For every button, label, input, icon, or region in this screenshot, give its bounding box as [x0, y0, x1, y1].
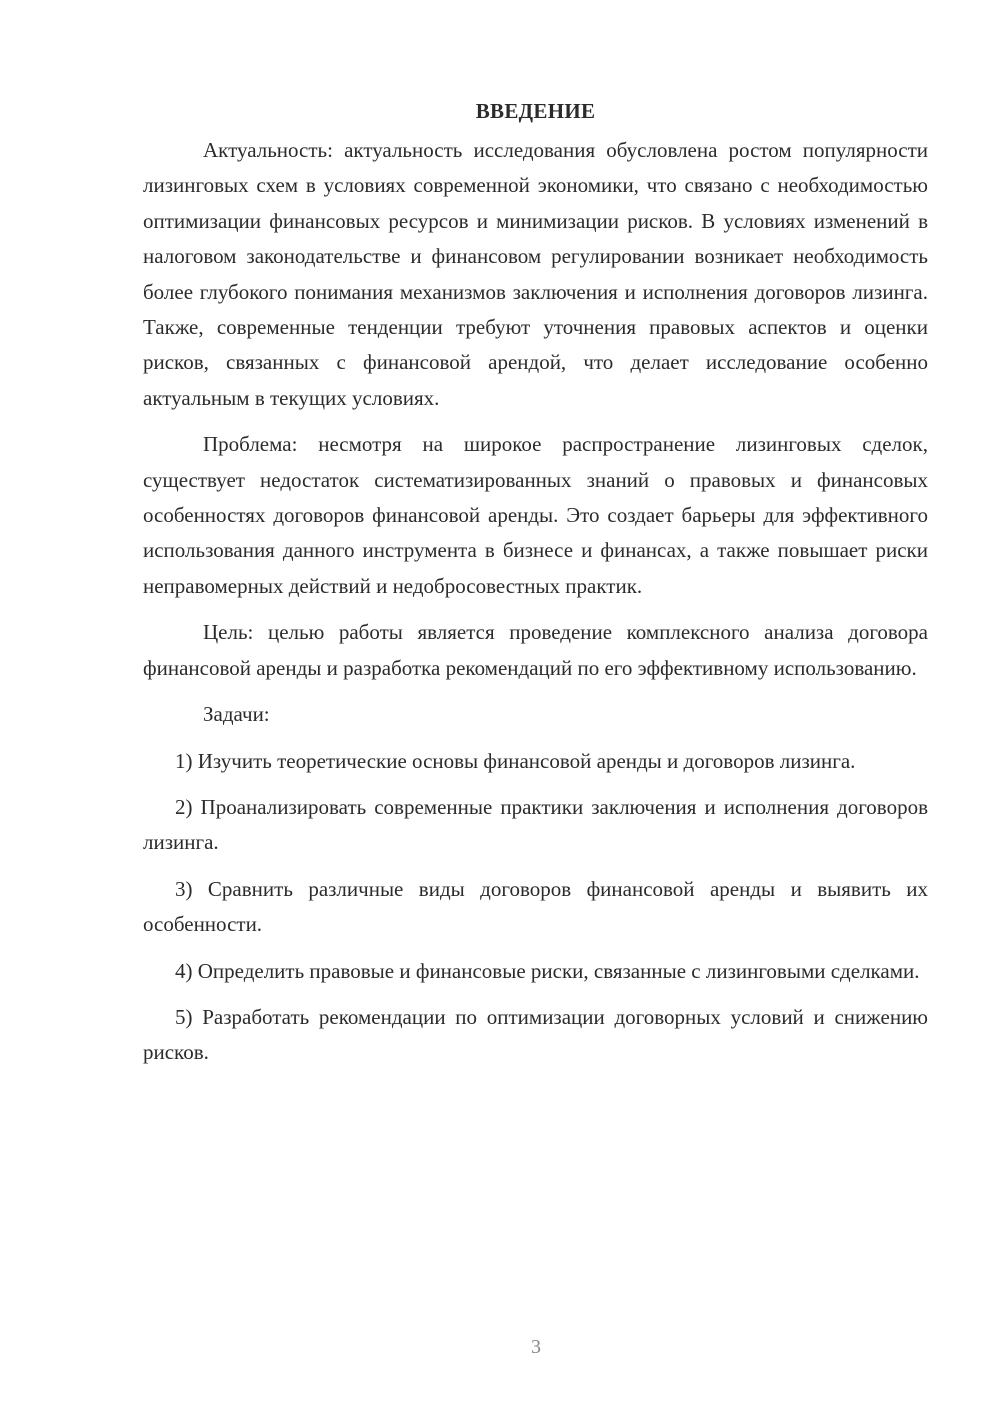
page-number: 3	[531, 1336, 541, 1358]
task-item-1: 1) Изучить теоретические основы финансовой аренды и договоров лизинга.	[175, 748, 856, 773]
page-content	[143, 94, 928, 1071]
task-item-4: 4) Определить правовые и финансовые риски, связанные с лизинговыми сделками.	[175, 958, 920, 983]
task-item-2: 2) Проанализировать современные практики заключения и исполнения договоров лизинга.	[143, 794, 928, 855]
problem-paragraph: Проблема: несмотря на широкое распространение лизинговых сделок, существует недостаток систематизированных знаний о правовых и финансовых особенностях договоров финансовой аренды. Это создает барьеры для эффективного использования данного инструмента в бизнесе и финансах, а также повышает риски неправомерных действий и недобросовестных практик.	[143, 432, 928, 598]
task-item-5: 5) Разработать рекомендации по оптимизации договорных условий и снижению рисков.	[143, 1004, 928, 1065]
task-item-3: 3) Сравнить различные виды договоров финансовой аренды и выявить их особенности.	[143, 876, 928, 937]
relevance-paragraph: Актуальность: актуальность исследования обусловлена ростом популярности лизинговых схем в условиях современной экономики, что связано с необходимостью оптимизации финансовых ресурсов и минимизации рисков. В условиях изменений в налоговом законодательстве и финансовом регулировании возникает необходимость более глубокого понимания механизмов заключения и исполнения договоров лизинга. Также, современные тенденции требуют уточнения правовых аспектов и оценки рисков, связанных с финансовой арендой, что делает исследование особенно актуальным в текущих условиях.	[143, 138, 928, 410]
tasks-label: Задачи:	[203, 702, 270, 727]
section-heading: ВВЕДЕНИЕ	[475, 99, 596, 123]
goal-paragraph: Цель: целью работы является проведение комплексного анализа договора финансовой аренды и разработка рекомендаций по его эффективному использованию.	[143, 620, 928, 680]
